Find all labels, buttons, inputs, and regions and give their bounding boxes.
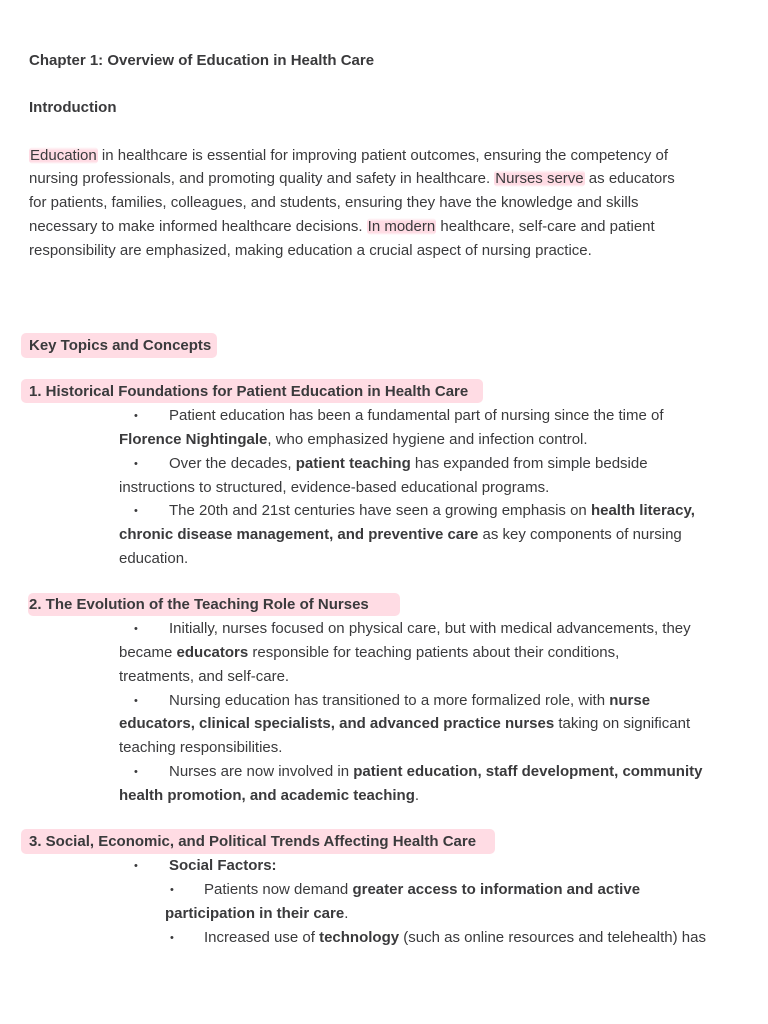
s2-b3-line-2 [119, 784, 419, 808]
s3-sb2-text-b: (such as online resources and telehealth) has [399, 929, 706, 946]
bullet-1-1: • [134, 410, 138, 422]
s2-b2-bold-a: nurse [609, 692, 651, 709]
s1-b1-rest: , who emphasized hygiene and infection control. [267, 431, 588, 448]
s2-b1-bold: educators [176, 644, 249, 661]
intro-line-3: for patients, families, colleagues, and students, ensuring they have the knowledge and skills [29, 194, 639, 211]
key-topics-heading: Key Topics and Concepts [29, 337, 212, 354]
s1-b1-bold: Florence Nightingale [119, 431, 268, 448]
s2-b1-text-b: responsible for teaching patients about their conditions, [248, 644, 620, 661]
s2-b1-line-3: treatments, and self-care. [119, 668, 290, 685]
s1-b3-bold-b: chronic disease management, and preventive care [119, 526, 479, 543]
s2-b3-bold-b: health promotion, and academic teaching [119, 787, 415, 804]
intro-line-1 [29, 144, 668, 168]
bullet-1-3: • [134, 505, 138, 517]
intro-line-4-text-b: healthcare, self-care and patient [436, 218, 655, 235]
bullet-2-3: • [134, 766, 138, 778]
section-3-heading: 3. Social, Economic, and Political Trends Affecting Health Care [29, 833, 477, 850]
bullet-2-2: • [134, 695, 138, 707]
bullet-2-1: • [134, 623, 138, 635]
s3-sb2-bold: technology [319, 929, 400, 946]
highlight-nurses-serve: Nurses serve [495, 170, 584, 187]
intro-line-2-text-b: as educators [584, 170, 675, 187]
s1-b3-rest: as key components of nursing [478, 526, 682, 543]
s1-b2-line-1 [169, 452, 648, 476]
s1-b3-text-a: The 20th and 21st centuries have seen a growing emphasis on [169, 502, 591, 519]
s2-b2-bold-b: educators, clinical specialists, and advanced practice nurses [119, 715, 555, 732]
s1-b2-bold: patient teaching [295, 455, 411, 472]
s3-sb1-bold-a: greater access to information and active [352, 881, 641, 898]
s2-b3-bold-a: patient education, staff development, community [353, 763, 703, 780]
s3-sb1-bold-b: participation in their care [165, 905, 345, 922]
s3-sb1-line-1 [204, 878, 640, 902]
intro-heading: Introduction [29, 99, 117, 116]
section-1-heading: 1. Historical Foundations for Patient Education in Health Care [29, 383, 469, 400]
s3-sb1-line-2 [165, 902, 348, 926]
intro-line-2-text-a: nursing professionals, and promoting quality and safety in healthcare. [29, 170, 495, 187]
bullet-3-1-1: • [170, 884, 174, 896]
intro-line-1-text: in healthcare is essential for improving patient outcomes, ensuring the competency of [97, 147, 669, 164]
intro-line-2 [29, 167, 675, 191]
highlight-in-modern: In modern [367, 218, 436, 235]
s2-b2-rest: taking on significant [554, 715, 691, 732]
s3-social-factors: Social Factors: [169, 857, 277, 874]
s1-b3-bold-a: health literacy, [590, 502, 695, 519]
s3-sb2-text-a: Increased use of [204, 929, 320, 946]
s2-b2-line-1 [169, 689, 650, 713]
s1-b2-text-a: Over the decades, [169, 455, 296, 472]
s2-b1-text-a: became [119, 644, 177, 661]
s1-b2-text-b: has expanded from simple bedside [410, 455, 648, 472]
s3-sb1-text-a: Patients now demand [204, 881, 353, 898]
s2-b3-rest: . [414, 787, 420, 804]
s2-b2-text-a: Nursing education has transitioned to a more formalized role, with [169, 692, 610, 709]
intro-line-4-text-a: necessary to make informed healthcare decisions. [29, 218, 367, 235]
bullet-3-1-2: • [170, 932, 174, 944]
bullet-3-1: • [134, 860, 138, 872]
s2-b1-line-1: Initially, nurses focused on physical care, but with medical advancements, they [169, 620, 691, 637]
s2-b2-line-2 [119, 712, 690, 736]
highlight-education: Education [30, 147, 97, 164]
intro-line-5: responsibility are emphasized, making education a crucial aspect of nursing practice. [29, 242, 592, 259]
s2-b3-line-1 [169, 760, 702, 784]
s1-b1-line-2 [119, 428, 588, 452]
s1-b2-line-2: instructions to structured, evidence-based educational programs. [119, 479, 550, 496]
s1-b3-line-3: education. [119, 550, 189, 567]
section-2-heading: 2. The Evolution of the Teaching Role of Nurses [29, 596, 369, 613]
s1-b3-line-1 [169, 499, 695, 523]
s1-b3-line-2 [119, 523, 682, 547]
s2-b1-line-2 [119, 641, 619, 665]
s3-sb2-line-1 [204, 926, 706, 950]
bullet-1-2: • [134, 458, 138, 470]
intro-line-4 [29, 215, 655, 239]
s2-b3-text-a: Nurses are now involved in [169, 763, 354, 780]
chapter-title: Chapter 1: Overview of Education in Health Care [29, 52, 375, 69]
s3-sb1-rest: . [344, 905, 349, 922]
s2-b2-line-3: teaching responsibilities. [119, 739, 283, 756]
s1-b1-line-1: Patient education has been a fundamental part of nursing since the time of [169, 407, 664, 424]
